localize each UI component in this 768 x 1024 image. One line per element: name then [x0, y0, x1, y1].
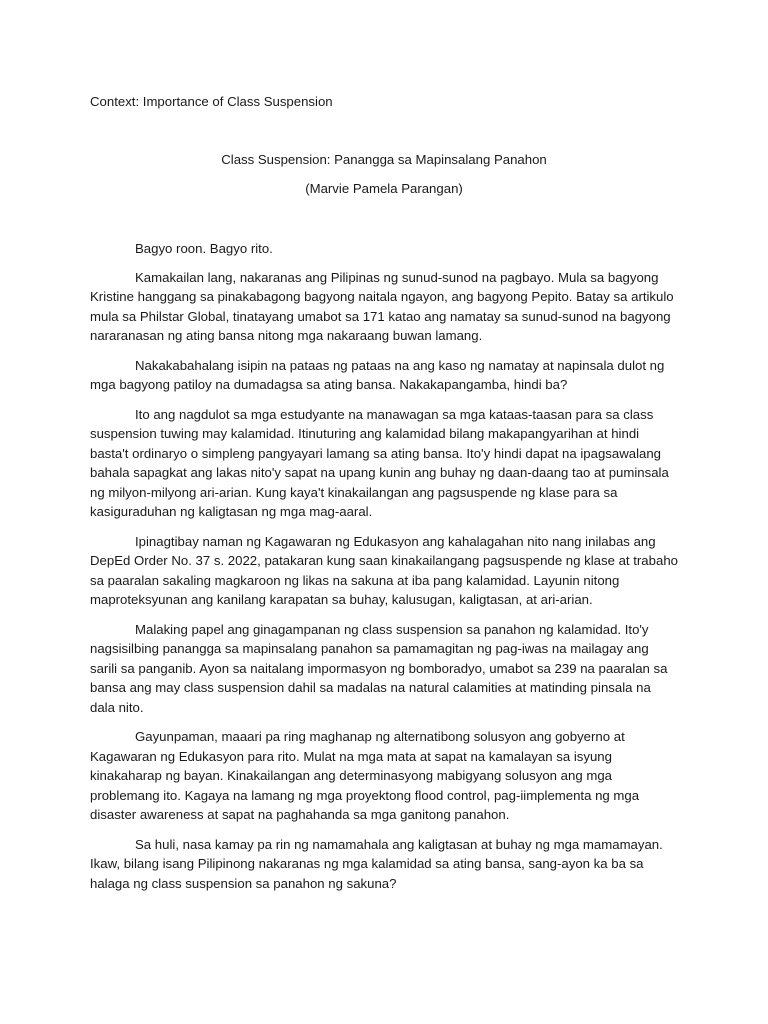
- paragraph: Ito ang nagdulot sa mga estudyante na manawagan sa mga kataas-taasan para sa class suspension tuwing may kalamidad. Itinuturing ang kalamidad bilang makapangyarihan at hindi basta't ordinaryo o simpleng pangyayari lamang sa ating bansa. Ito'y hindi dapat na ipagsawalang bahala sapagkat ang lakas nito'y sapat na upang kunin ang buhay ng daan-daang tao at puminsala ng milyon-milyong ari-arian. Kung kaya't kinakailangan ang pagsuspende ng klase para sa kasiguraduhan ng kaligtasan ng mga mag-aaral.: [90, 406, 669, 519]
- essay-body: [90, 239, 678, 903]
- paragraph: Bagyo roon. Bagyo rito.: [135, 241, 273, 256]
- context-line: Context: Importance of Class Suspension: [90, 94, 333, 109]
- essay-title: Class Suspension: Panangga sa Mapinsalang Panahon: [221, 152, 547, 167]
- paragraph: Sa huli, nasa kamay pa rin ng namamahala ang kaligtasan at buhay ng mga mamamayan. Ikaw, bilang isang Pilipinong nakaranas ng mga kalamidad sa ating bansa, sang-ayon ka ba sa halaga ng class suspension sa panahon ng sakuna?: [90, 836, 663, 891]
- paragraph: Kamakailan lang, nakaranas ang Pilipinas ng sunud-sunod na pagbayo. Mula sa bagyong Kristine hanggang sa pinakabagong bagyong naitala ngayon, ang bagyong Pepito. Batay sa artikulo mula sa Philstar Global, tinatayang umabot sa 171 katao ang namatay sa sunud-sunod na bagyong nararanasan ng ating bansa nitong mga nakaraang buwan lamang.: [90, 269, 674, 343]
- paragraph: Nakakabahalang isipin na pataas ng pataas na ang kaso ng namatay at napinsala dulot ng mga bagyong patiloy na dumadagsa sa ating bansa. Nakakapangamba, hindi ba?: [90, 357, 665, 392]
- essay-author: (Marvie Pamela Parangan): [305, 181, 463, 196]
- paragraph: Gayunpaman, maaari pa ring maghanap ng alternatibong solusyon ang gobyerno at Kagawaran ng Edukasyon para rito. Mulat na mga mata at sapat na kamalayan sa isyung kinakaharap ng bayan. Kinakailangan ang determinasyong mabigyang solusyon ang mga problemang ito. Kagaya na lamang ng mga proyektong flood control, pag-iimplementa ng mga disaster awareness at sapat na paghahanda sa mga ganitong panahon.: [90, 729, 640, 822]
- paragraph: Malaking papel ang ginagampanan ng class suspension sa panahon ng kalamidad. Ito'y nagsisilbing panangga sa mapinsalang panahon sa pamamagitan ng pag-iwas na mailagay ang sarili sa panganib. Ayon sa naitalang impormasyon ng bomboradyo, umabot sa 239 na paaralan sa bansa ang may class suspension dahil sa madalas na natural calamities at matinding pinsala na dala nito.: [90, 621, 668, 715]
- paragraph: Ipinagtibay naman ng Kagawaran ng Edukasyon ang kahalagahan nito nang inilabas ang DepEd Order No. 37 s. 2022, patakaran kung saan kinakailangang pagsuspende ng klase at trabaho sa paaralan sakaling magkaroon ng likas na sakuna at iba pang kalamidad. Layunin nitong maproteksyunan ang kanilang karapatan sa buhay, kalusugan, kaligtasan, at ari-arian.: [90, 533, 678, 607]
